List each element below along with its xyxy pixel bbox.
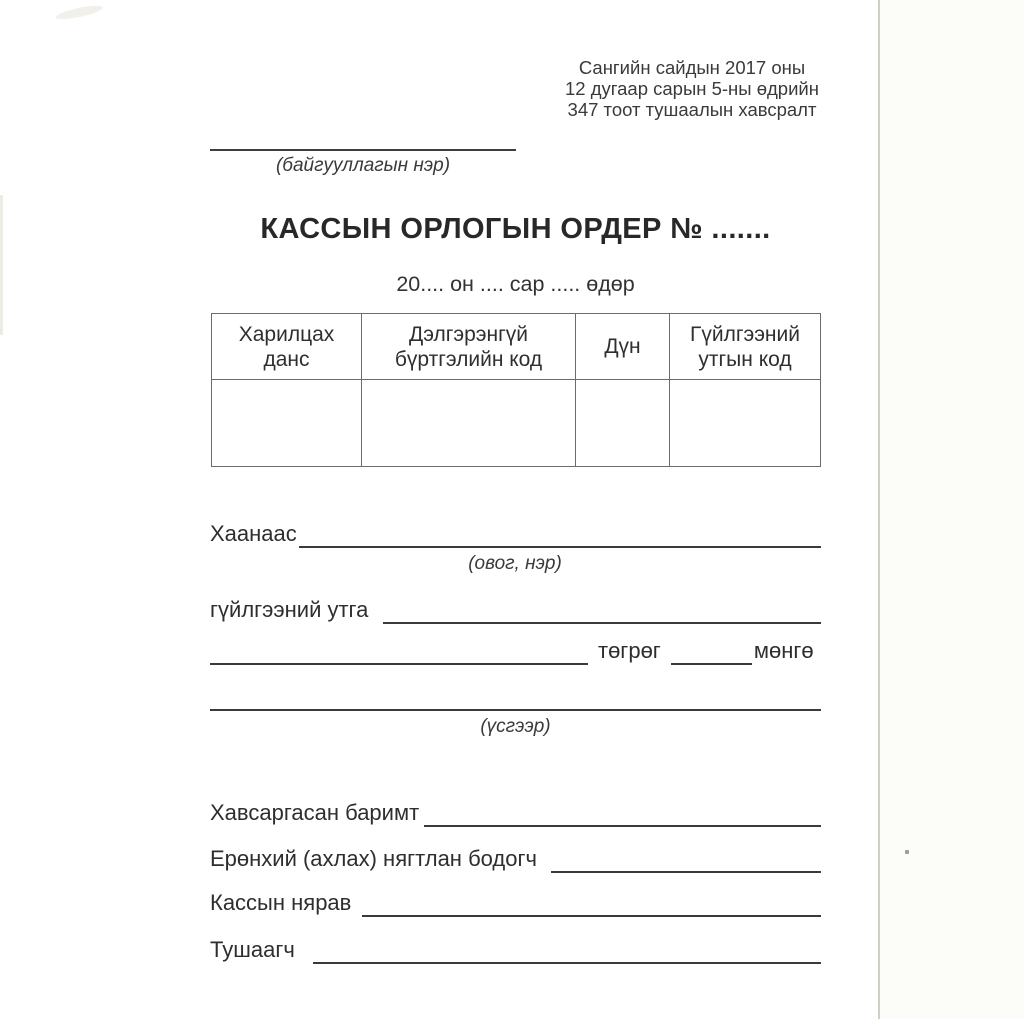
annotation-line-1: Сангийн сайдын 2017 оны — [578, 57, 806, 78]
purpose-label: гүйлгээний утга — [210, 597, 369, 622]
chief-accountant-row — [210, 846, 821, 871]
attachment-blank-line — [424, 807, 821, 827]
cell-account — [212, 380, 362, 467]
attachment-label: Хавсаргасан баримт — [210, 800, 420, 825]
from-caption: (овог, нэр) — [468, 553, 562, 574]
scan-smudge — [0, 195, 3, 335]
header-amount: Дүн — [576, 314, 670, 380]
mungu-label: мөнгө — [753, 638, 814, 663]
annotation-line-2: 12 дугаар сарын 5-ны өдрийн — [565, 78, 819, 99]
tugrug-blank-line — [210, 645, 588, 665]
cashier-blank-line — [362, 897, 821, 917]
from-label: Хаанаас — [210, 521, 297, 546]
attachment-row — [210, 800, 821, 825]
header-detail-code: Дэлгэрэнгүй бүртгэлийн код — [362, 314, 576, 380]
table-entry-row — [212, 380, 821, 467]
mungu-blank-line — [671, 645, 752, 665]
cashier-row — [210, 890, 821, 915]
tugrug-label: төгрөг — [598, 638, 661, 663]
chief-accountant-blank-line — [551, 853, 821, 873]
from-blank-line — [299, 528, 821, 548]
from-row — [210, 521, 821, 546]
scan-smudge — [55, 3, 104, 22]
officer-row — [210, 937, 821, 962]
page-edge-line — [878, 0, 880, 1019]
officer-label: Тушаагч — [210, 937, 295, 962]
purpose-row — [210, 597, 821, 622]
cashier-label: Кассын нярав — [210, 890, 352, 915]
header-transaction-code: Гүйлгээний утгын код — [670, 314, 821, 380]
scan-speck — [905, 850, 909, 854]
purpose-blank-line — [383, 604, 821, 624]
amount-in-words-caption: (үсгээр) — [480, 716, 551, 737]
form-title: КАССЫН ОРЛОГЫН ОРДЕР № ....... — [260, 213, 771, 245]
date-line: 20.... он .... сар ..... өдөр — [396, 272, 635, 296]
chief-accountant-label: Ерөнхий (ахлах) нягтлан бодогч — [210, 846, 537, 871]
amount-in-words-blank-line — [210, 709, 821, 711]
table-header-row — [212, 314, 821, 380]
ministerial-decree-annotation — [556, 57, 828, 120]
org-name-blank-line — [210, 149, 516, 151]
cell-transaction-code — [670, 380, 821, 467]
header-account: Харилцах данс — [212, 314, 362, 380]
cell-detail-code — [362, 380, 576, 467]
amount-row — [210, 638, 828, 663]
off-page-strip — [880, 0, 1024, 1019]
officer-blank-line — [313, 944, 821, 964]
org-name-caption: (байгууллагын нэр) — [275, 155, 451, 176]
details-table — [211, 313, 821, 467]
cell-amount — [576, 380, 670, 467]
annotation-line-3: 347 тоот тушаалын хавсралт — [567, 99, 817, 120]
